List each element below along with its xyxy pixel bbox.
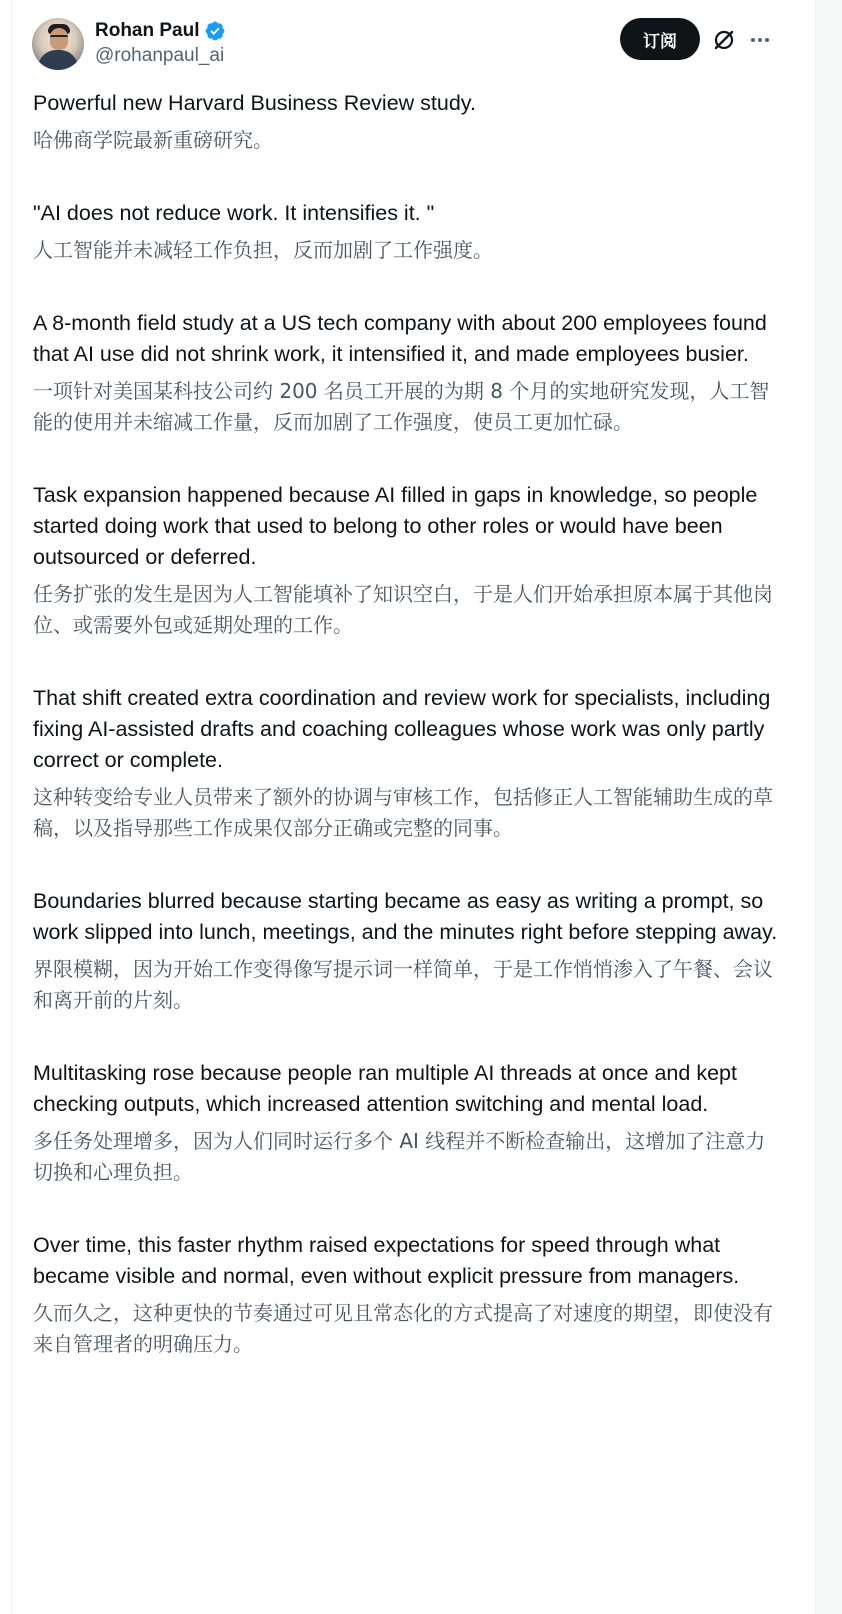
- verified-badge-icon: [204, 20, 226, 42]
- subscribe-button[interactable]: 订阅: [620, 18, 700, 60]
- more-horizontal-icon[interactable]: [748, 28, 772, 52]
- paragraph-block: [33, 480, 778, 641]
- paragraph-block: [33, 88, 778, 156]
- paragraph-translation: 人工智能并未减轻工作负担，反而加剧了工作强度。: [33, 238, 493, 262]
- tweet-card: [12, 0, 815, 1614]
- paragraph-block: [33, 198, 778, 266]
- paragraph-english: Task expansion happened because AI filled in gaps in knowledge, so people started doing work that used to belong to other roles or would have been outsourced or deferred.: [33, 483, 758, 569]
- paragraph-translation: 任务扩张的发生是因为人工智能填补了知识空白，于是人们开始承担原本属于其他岗位、或需要外包或延期处理的工作。: [33, 582, 773, 637]
- paragraph-english: Over time, this faster rhythm raised expectations for speed through what became visible and normal, even without explicit pressure from managers.: [33, 1233, 740, 1288]
- avatar[interactable]: [32, 18, 84, 70]
- author-name-row: [95, 20, 226, 42]
- paragraph-english: That shift created extra coordination and review work for specialists, including fixing AI-assisted drafts and coaching colleagues whose work was only partly correct or complete.: [33, 686, 771, 772]
- author-display-name[interactable]: Rohan Paul: [95, 20, 200, 41]
- paragraph-translation: 一项针对美国某科技公司约 200 名员工开展的为期 8 个月的实地研究发现，人工智能的使用并未缩减工作量，反而加剧了工作强度，使员工更加忙碌。: [33, 379, 770, 434]
- paragraph-translation: 这种转变给专业人员带来了额外的协调与审核工作，包括修正人工智能辅助生成的草稿，以及指导那些工作成果仅部分正确或完整的同事。: [33, 785, 773, 840]
- avatar-shirt: [38, 50, 78, 70]
- paragraph-block: [33, 683, 778, 844]
- paragraph-english: Powerful new Harvard Business Review study.: [33, 91, 476, 115]
- paragraph-translation: 界限模糊，因为开始工作变得像写提示词一样简单，于是工作悄悄渗入了午餐、会议和离开前的片刻。: [33, 957, 773, 1012]
- paragraph-english: "AI does not reduce work. It intensifies it. ": [33, 201, 435, 225]
- tweet-header: [32, 18, 795, 72]
- paragraph-english: Multitasking rose because people ran multiple AI threads at once and kept checking outputs, which increased attention switching and mental load.: [33, 1061, 737, 1116]
- grok-icon[interactable]: [712, 28, 736, 52]
- tweet-body: [33, 88, 778, 1402]
- paragraph-block: [33, 1058, 778, 1188]
- paragraph-english: A 8-month field study at a US tech company with about 200 employees found that AI use did not shrink work, it intensified it, and made employees busier.: [33, 311, 767, 366]
- author-info[interactable]: [95, 20, 226, 67]
- page-gutter: [816, 0, 842, 1614]
- avatar-glasses: [50, 35, 68, 39]
- avatar-face: [50, 28, 68, 50]
- paragraph-translation: 多任务处理增多，因为人们同时运行多个 AI 线程并不断检查输出，这增加了注意力切换和心理负担。: [33, 1129, 766, 1184]
- paragraph-translation: 哈佛商学院最新重磅研究。: [33, 128, 273, 152]
- paragraph-block: [33, 1230, 778, 1360]
- paragraph-translation: 久而久之，这种更快的节奏通过可见且常态化的方式提高了对速度的期望，即使没有来自管理者的明确压力。: [33, 1301, 773, 1356]
- paragraph-english: Boundaries blurred because starting became as easy as writing a prompt, so work slipped into lunch, meetings, and the minutes right before stepping away.: [33, 889, 778, 944]
- author-handle[interactable]: @rohanpaul_ai: [95, 45, 225, 66]
- paragraph-block: [33, 308, 778, 438]
- paragraph-block: [33, 886, 778, 1016]
